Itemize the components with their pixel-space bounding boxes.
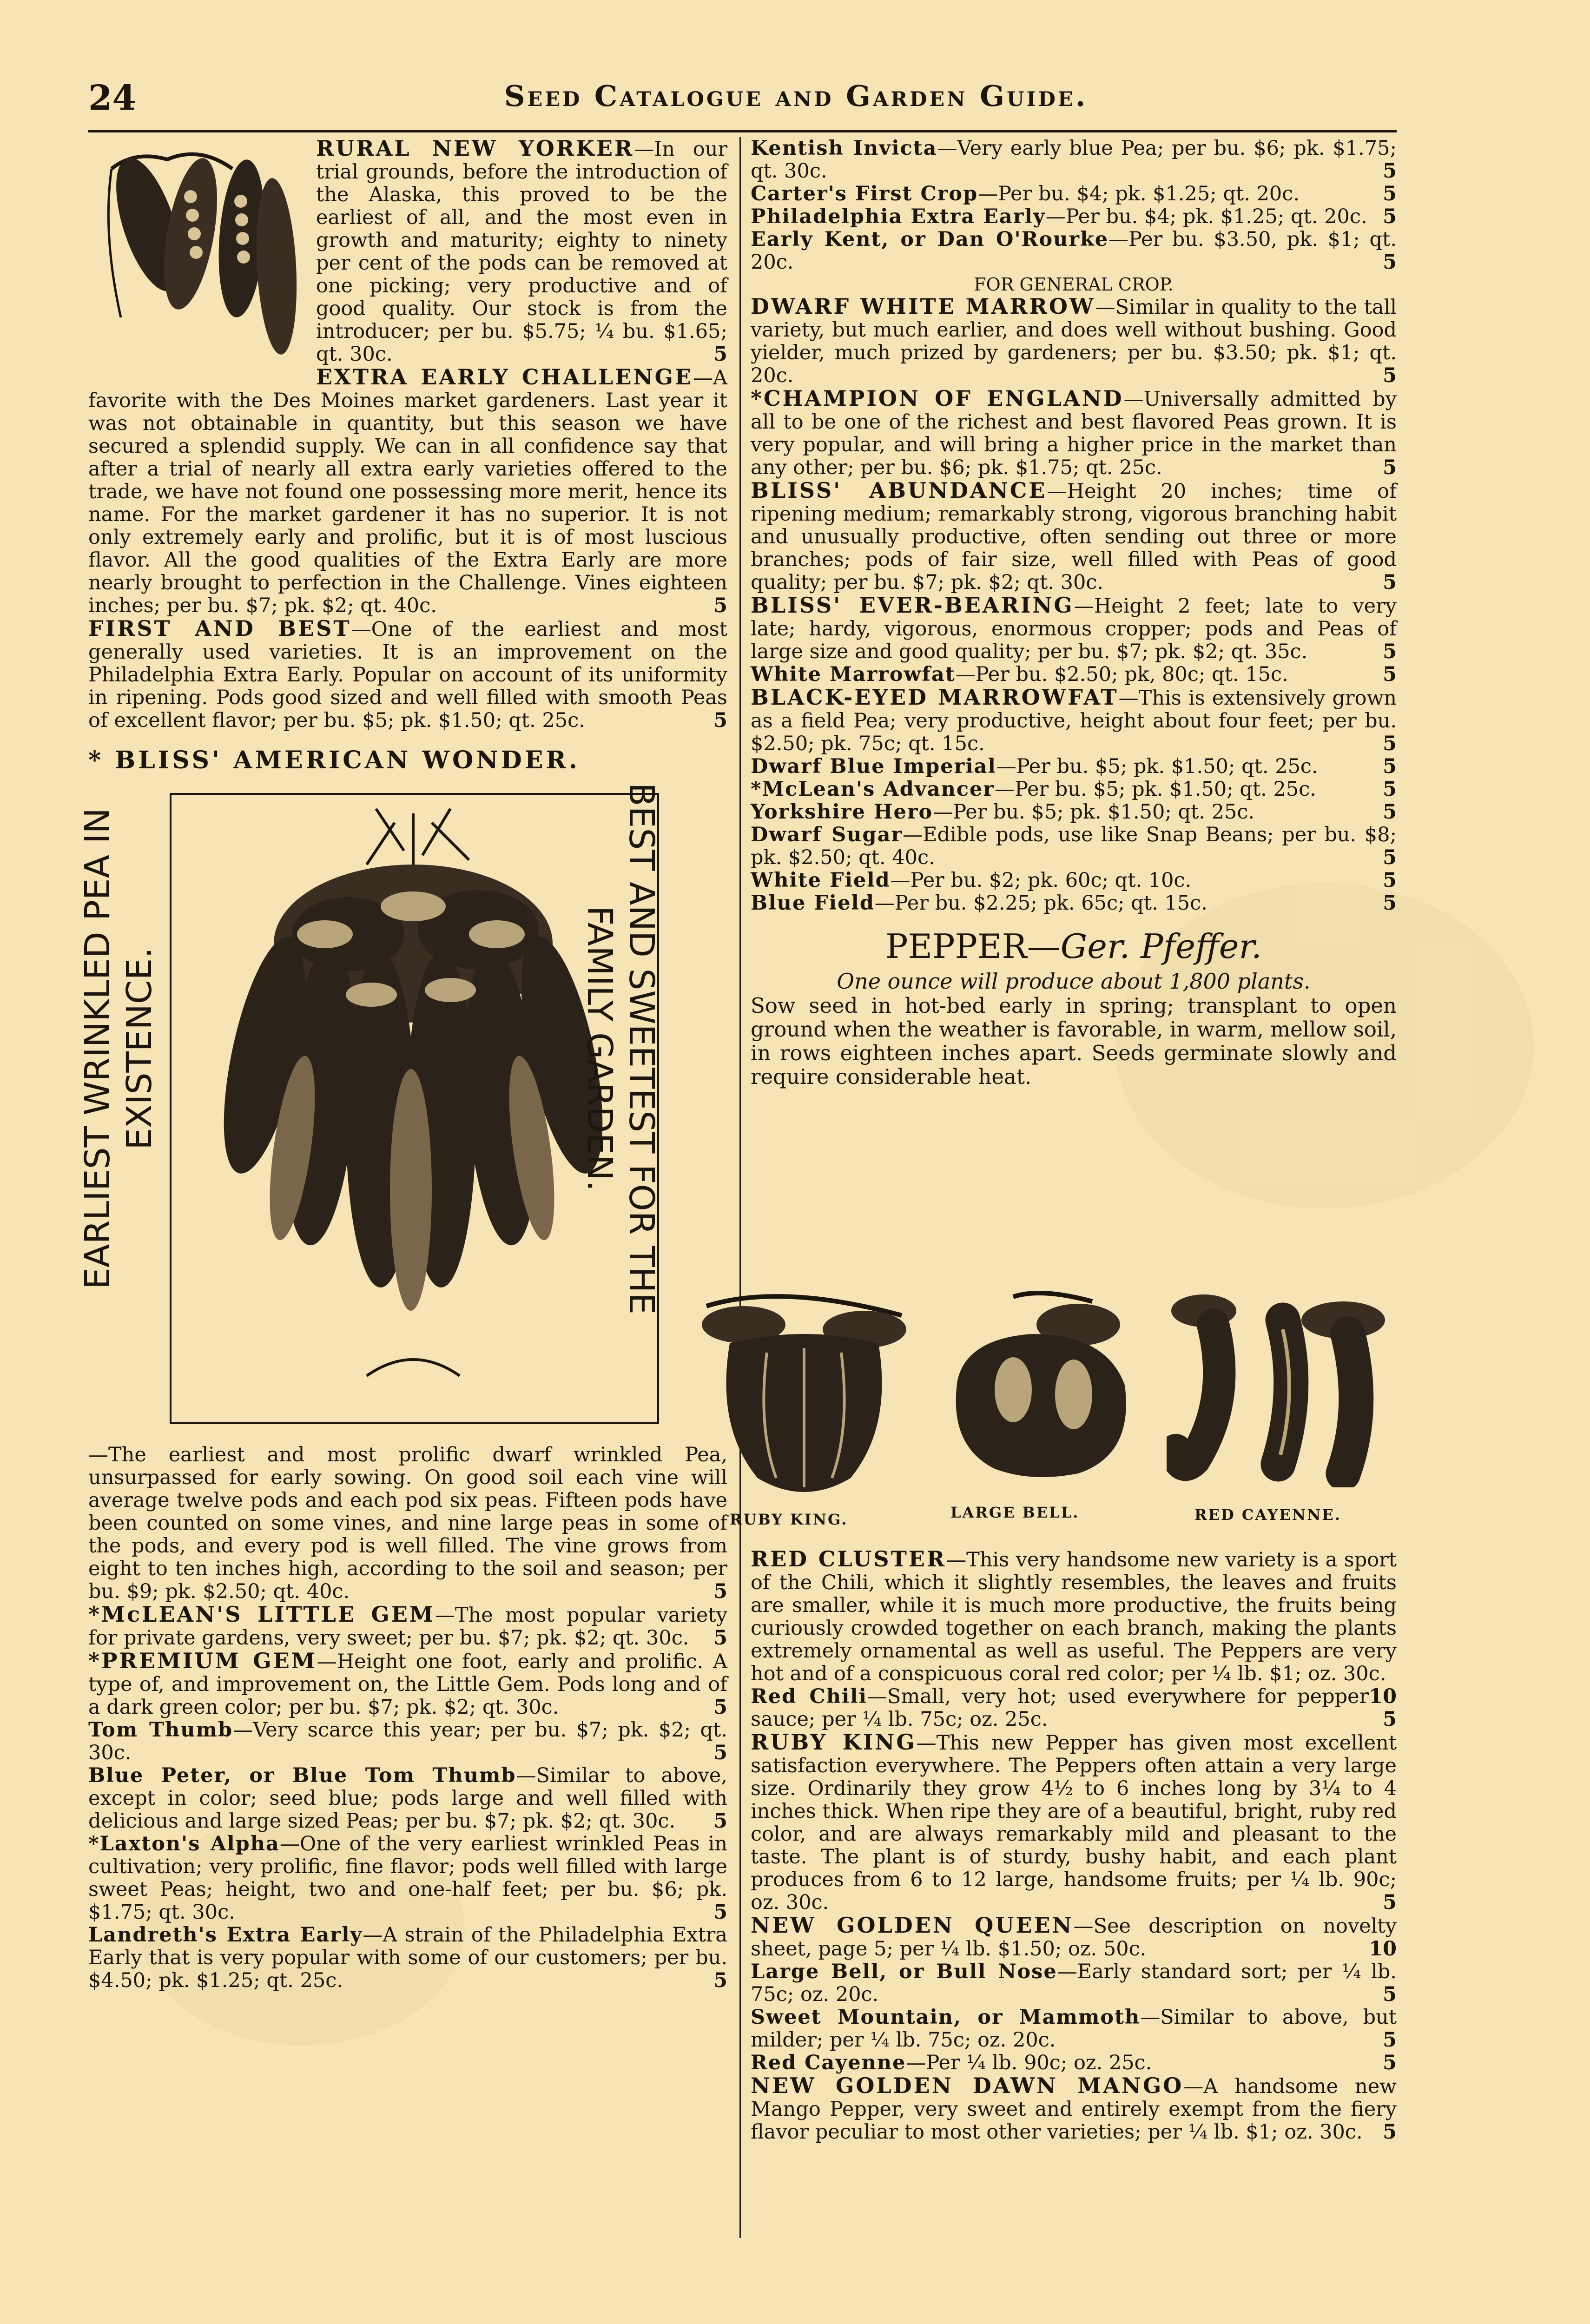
variety-name: Dwarf Blue Imperial [751, 755, 996, 778]
variety-description: —Early standard sort; per ¼ lb. 75c; oz. 20c. [751, 1960, 1397, 2006]
left-column [78, 136, 728, 1992]
pea-pods-illustration [93, 141, 304, 364]
american-wonder-figure [78, 782, 727, 1444]
price-code: 5 [1383, 1891, 1397, 1914]
variety-description: —A handsome new Mango Pepper, very sweet and entirely exempt from the fiery flavor peculiar to most other varieties; per ¼ lb. $1; oz. 30c. [751, 2075, 1397, 2144]
variety-name: EXTRA EARLY CHALLENGE [316, 364, 693, 390]
variety-name: RURAL NEW YORKER [316, 136, 634, 161]
price-code: 5 [1383, 159, 1397, 183]
variety-name: FIRST AND BEST [88, 616, 351, 641]
list-item [88, 1650, 727, 1719]
variety-description: —Very scarce this year; per bu. $7; pk. $2; qt. 30c. [88, 1718, 728, 1764]
price-code: 5 [713, 1901, 727, 1924]
price-code: 5 [713, 1696, 727, 1719]
right-column [751, 137, 1397, 1089]
price-code: 5 [1383, 571, 1397, 594]
large-bell-illustration [939, 1287, 1148, 1487]
price-code: 5 [713, 594, 727, 617]
variety-description: —See description on novelty sheet, page 5; per ¼ lb. $1.50; oz. 50c. [751, 1915, 1397, 1961]
column-divider [739, 137, 741, 2238]
list-item [751, 686, 1397, 755]
variety-name: *PREMIUM GEM [88, 1648, 317, 1673]
list-item [751, 2074, 1397, 2144]
price-code: 5 [713, 343, 727, 366]
pepper-illustrations [679, 1287, 1404, 1548]
price-code: 5 [713, 1580, 727, 1603]
variety-description: —Per bu. $5; pk. $1.50; qt. 25c. [996, 755, 1318, 778]
variety-description: —Similar in quality to the tall variety, but much earlier, and does well without bushing. Good yielder, much prized by gardeners; per bu. $3.50; pk. $1; qt. 20c. [751, 296, 1397, 387]
variety-name: Carter's First Crop [751, 182, 978, 205]
page-number: 24 [88, 78, 136, 118]
variety-description: —Height 20 inches; time of ripening medium; remarkably strong, vigorous branching habit and unusually productive, often sending out three or more branches; pods of fair size, well filled with Peas of good quality; per bu. $7; pk. $2; qt. 30c. [751, 480, 1397, 594]
variety-description: —Per bu. $2.25; pk. 65c; qt. 15c. [874, 891, 1207, 915]
variety-name: Yorkshire Hero [751, 800, 933, 824]
variety-name: White Marrowfat [751, 663, 956, 686]
price-code: 5 [1383, 182, 1397, 205]
list-item [751, 295, 1397, 387]
variety-name: Blue Peter, or Blue Tom Thumb [88, 1764, 516, 1787]
variety-name: Philadelphia Extra Early [751, 205, 1046, 228]
price-code: 5 [1383, 205, 1397, 228]
variety-description: —This new Pepper has given most excellent satisfaction everywhere. The Peppers often attain a very large size. Ordinarily they grow 4½ to 6 inches long by 3¼ to 4 inches thick. When ripe they are of a beautiful, bright, ruby red color, and are always remarkably mild and pleasant to the taste. The plant is of sturdy, bushy habit, and each plant produces from 6 to 12 large, handsome fruits; per ¼ lb. 90c; oz. 30c. [751, 1731, 1397, 1914]
variety-name: *McLean's Advancer [751, 778, 995, 801]
variety-description: —Similar to above, except in color; seed blue; pods large and well filled with delicious and large sized Peas; per bu. $7; pk. $2; qt. 30c. [88, 1764, 727, 1833]
variety-name: *Laxton's Alpha [88, 1832, 280, 1855]
variety-description: —A favorite with the Des Moines market gardeners. Last year it was not obtainable in quantity, but this season we have secured a splendid supply. We can in all confidence say that after a trial of nearly all extra early varieties offered to the trade, we have not found one possessing more merit, hence its name. For the market gardener it has no superior. It is not only extremely early and prolific, but it is of most luscious flavor. All the good qualities of the Extra Early are more nearly brought to perfection in the Challenge. Vines eighteen inches; per bu. $7; pk. $2; qt. 40c. [88, 366, 727, 617]
pepper-subtitle: One ounce will produce about 1,800 plants. [837, 969, 1311, 994]
american-wonder-title: * BLISS' AMERICAN WONDER. [88, 746, 580, 774]
red-cayenne-caption: RED CAYENNE. [1194, 1506, 1341, 1524]
variety-description: —Per bu. $5; pk. $1.50; qt. 25c. [995, 778, 1316, 801]
variety-name: NEW GOLDEN DAWN MANGO [751, 2073, 1184, 2098]
list-item [751, 594, 1397, 663]
page-title: Seed Catalogue and Garden Guide. [504, 79, 1088, 113]
list-item [751, 1731, 1397, 1914]
variety-description: —The earliest and most prolific dwarf wrinkled Pea, unsurpassed for early sowing. On good soil each vine will average twelve pods and each pod six peas. Fifteen pods have been counted on some vines, and nine large peas in some of the pods, and every pod is well filled. The vine grows from eight to ten inches high, according to the soil and season; per bu. $9; pk. $2.50; qt. 40c. [88, 1443, 727, 1603]
variety-name: White Field [751, 869, 891, 892]
list-item [751, 1914, 1397, 1961]
ruby-king-illustration [688, 1287, 920, 1506]
price-code: 5 [713, 1809, 727, 1833]
variety-description: —Edible pods, use like Snap Beans; per bu. $8; pk. $2.50; qt. 40c. [751, 823, 1397, 869]
variety-name: RED CLUSTER [751, 1546, 947, 1571]
list-item [751, 1961, 1397, 2006]
list-item [751, 228, 1397, 274]
price-code: 5 [1383, 1708, 1397, 1731]
pepper-heading [751, 927, 1397, 966]
price-code: 5 [1383, 251, 1397, 274]
list-item [751, 183, 1397, 205]
variety-description: —Very early blue Pea; per bu. $6; pk. $1.75; qt. 30c. [751, 137, 1397, 183]
variety-description: —Height one foot, early and prolific. A type of, and improvement on, the Little Gem. Pods long and of a dark green color; per bu. $7; pk. $2; qt. 30c. [88, 1650, 727, 1719]
variety-name: *CHAMPION OF ENGLAND [751, 386, 1124, 411]
price-code: 5 [713, 1626, 727, 1650]
variety-name: Landreth's Extra Early [88, 1923, 363, 1947]
price-code: 5 [713, 1741, 727, 1764]
variety-description: —Universally admitted by all to be one of the richest and best flavored Peas grown. It is very popular, and will bring a higher price in the market than any other; per bu. $6; pk. $1.75; qt. 25c. [751, 388, 1397, 479]
list-item [751, 1685, 1397, 1731]
price-code: 5 [1383, 891, 1397, 915]
list-item [88, 1833, 727, 1924]
pepper-heading-latin: Ger. Pfeffer. [1060, 927, 1262, 966]
list-item [88, 1719, 727, 1764]
left-entries-2 [88, 1603, 727, 1992]
variety-description: —A strain of the Philadelphia Extra Early that is very popular with some of our customers; per bu. $4.50; pk. $1.25; qt. 25c. [88, 1923, 728, 1992]
variety-name: RUBY KING [751, 1730, 917, 1755]
general-crop-note: FOR GENERAL CROP. [974, 274, 1174, 295]
pepper-intro: Sow seed in hot-bed early in spring; transplant to open ground when the weather is favorable, in warm, mellow soil, in rows eighteen inches apart. Seeds germinate slowly and require considerable heat. [751, 993, 1397, 1089]
variety-description: —This is extensively grown as a field Pea; very productive, height about four feet; per bu. $2.50; pk. 75c; qt. 15c. [751, 687, 1397, 755]
ruby-king-caption: RUBY KING. [730, 1511, 848, 1528]
price-code: 5 [1383, 663, 1397, 686]
variety-name: Sweet Mountain, or Mammoth [751, 2006, 1141, 2029]
price-code: 5 [1383, 755, 1397, 778]
list-item [88, 617, 727, 732]
variety-name: Tom Thumb [88, 1718, 233, 1742]
pepper-entries [751, 1548, 1397, 2144]
variety-name: Dwarf Sugar [751, 823, 903, 846]
price-code: 5 [1383, 2120, 1397, 2144]
variety-description: —Similar to above, but milder; per ¼ lb. 75c; oz. 20c. [751, 2006, 1397, 2052]
variety-name: BLISS' ABUNDANCE [751, 478, 1047, 503]
price-code: 5 [1383, 800, 1397, 824]
variety-description: —Per bu. $4; pk. $1.25; qt. 20c. [978, 182, 1300, 205]
side-caption-right: BEST AND SWEETEST FOR THE FAMILY GARDEN. [580, 782, 661, 1315]
price-code: 5 [1383, 640, 1397, 663]
red-cayenne-illustration [1167, 1287, 1399, 1487]
variety-description: —Per bu. $3.50, pk. $1; qt. 20c. [751, 228, 1397, 274]
variety-description: —Per bu. $5; pk. $1.50; qt. 25c. [933, 800, 1255, 824]
variety-description: —Per ¼ lb. 90c; oz. 25c. [906, 2051, 1152, 2074]
variety-name: Red Cayenne [751, 2051, 906, 2074]
price-code: 5 [1383, 1983, 1397, 2006]
list-item [751, 801, 1397, 824]
price-code: 5 [1383, 846, 1397, 869]
list-item [751, 824, 1397, 869]
variety-name: NEW GOLDEN QUEEN [751, 1913, 1074, 1938]
list-item [88, 366, 727, 617]
variety-name: Large Bell, or Bull Nose [751, 1960, 1057, 1983]
variety-name: BLISS' EVER-BEARING [751, 593, 1074, 618]
list-item [751, 778, 1397, 801]
large-bell-caption: LARGE BELL. [950, 1504, 1080, 1521]
price-code: 5 [1383, 2028, 1397, 2052]
price-code: 5 [1383, 456, 1397, 479]
variety-description: —Small, very hot; used everywhere for pepper sauce; per ¼ lb. 75c; oz. 25c. [751, 1685, 1369, 1731]
list-item [751, 2006, 1397, 2052]
list-item [751, 869, 1397, 892]
side-caption-left: EARLIEST WRINKLED PEA IN EXISTENCE. [78, 808, 159, 1289]
list-item [751, 387, 1397, 479]
list-item [751, 663, 1397, 686]
price-code: 5 [1383, 732, 1397, 755]
price-code: 5 [1383, 364, 1397, 387]
variety-name: DWARF WHITE MARROW [751, 294, 1095, 319]
variety-name: *McLEAN'S LITTLE GEM [88, 1602, 435, 1627]
variety-description: —One of the very earliest wrinkled Peas in cultivation; very prolific, fine flavor; pods well filled with large sweet Peas; height, two and one-half feet; per bu. $6; pk. $1.75; qt. 30c. [88, 1832, 727, 1924]
price-code: 10 [1369, 1685, 1397, 1708]
variety-name: Early Kent, or Dan O'Rourke [751, 228, 1109, 251]
list-item [751, 755, 1397, 778]
variety-description: —Per bu. $4; pk. $1.25; qt. 20c. [1045, 205, 1367, 228]
price-code: 5 [713, 1969, 727, 1992]
variety-description: —Per bu. $2.50; pk, 80c; qt. 15c. [955, 663, 1288, 686]
page-header [88, 70, 1397, 132]
list-item [751, 2052, 1397, 2074]
variety-name: Blue Field [751, 891, 875, 915]
variety-description: —In our trial grounds, before the introduction of the Alaska, this proved to be the earliest of all, and the most even in growth and maturity; eighty to ninety per cent of the pods can be removed at one picking; very productive and of good quality. Our stock is from the introducer; per bu. $5.75; ¼ bu. $1.65; qt. 30c. [316, 138, 727, 366]
list-item [88, 1924, 727, 1992]
pepper-heading-main: PEPPER— [885, 927, 1061, 966]
list-item [751, 205, 1397, 228]
price-code: 5 [713, 709, 727, 732]
list-item [751, 892, 1397, 915]
variety-description: —The most popular variety for private gardens, very sweet; per bu. $7; pk. $2; qt. 30c. [88, 1604, 728, 1650]
variety-description: —Per bu. $2; pk. 60c; qt. 10c. [890, 869, 1192, 892]
variety-description: —One of the earliest and most generally used varieties. It is an improvement on the Philadelphia Extra Early. Popular on account of its uniformity in ripening. Pods good sized and well filled with smooth Peas of excellent flavor; per bu. $5; pk. $1.50; qt. 25c. [88, 618, 728, 732]
variety-name: Kentish Invicta [751, 137, 937, 160]
variety-name: Red Chili [751, 1685, 867, 1708]
list-item [751, 479, 1397, 594]
variety-description: —This very handsome new variety is a sport of the Chili, which it slightly resembles, the leaves and fruits are smaller, while it is much more productive, the fruits being curiously crowded together on each branch, making the plants extremely ornamental as well as useful. The Peppers are very hot and of a conspicuous coral red color; per ¼ lb. $1; oz. 30c. [751, 1548, 1397, 1685]
variety-description: —Height 2 feet; late to very late; hardy, vigorous, enormous cropper; pods and Peas of large size and good quality; per bu. $7; pk. $2; qt. 35c. [751, 594, 1397, 663]
variety-name: BLACK-EYED MARROWFAT [751, 685, 1119, 710]
price-code: 5 [1383, 2051, 1397, 2074]
list-item [751, 137, 1397, 183]
price-code: 5 [1383, 869, 1397, 892]
price-code: 10 [1369, 1937, 1397, 1961]
price-code: 5 [1383, 778, 1397, 801]
american-wonder-description [88, 1444, 727, 1603]
list-item [88, 1603, 727, 1650]
list-item [88, 1764, 727, 1833]
